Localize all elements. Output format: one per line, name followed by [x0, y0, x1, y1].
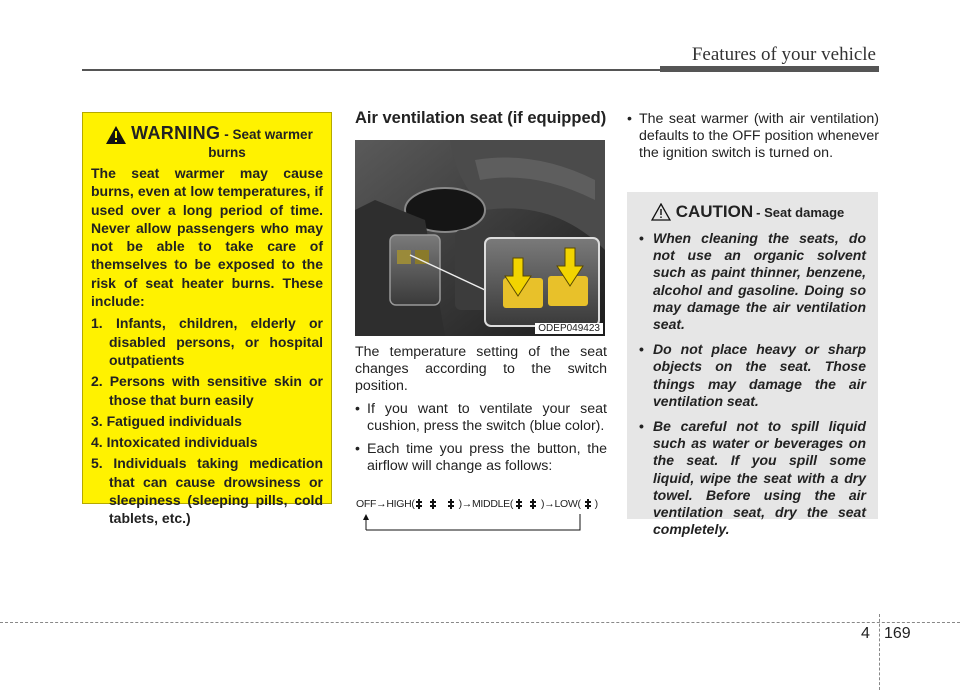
- chapter-number: 4: [861, 625, 870, 642]
- airflow-close: ): [541, 498, 545, 510]
- warning-box: [82, 112, 332, 527]
- warning-subtitle-line2: burns: [208, 145, 246, 160]
- warning-body: The seat warmer may cause burns, even at low temperatures, if used over a long period of time. Never allow passengers who may not be able to take care of themselves to be exposed to the risk of seat heater burns. These include:: [91, 165, 323, 310]
- warning-list-item: 3. Fatigued individuals: [91, 412, 242, 429]
- fan-level-1-icon: [581, 497, 595, 511]
- warning-list-item: 2. Persons with sensitive skin or those that burn easily: [91, 373, 323, 408]
- caution-title: CAUTION: [675, 202, 754, 221]
- airflow-return-arrow-icon: [356, 512, 586, 532]
- caution-list-item: [639, 230, 866, 333]
- airflow-high: HIGH(: [386, 498, 415, 510]
- right-text: [627, 111, 879, 168]
- warning-triangle-icon: [105, 125, 127, 145]
- caution-list: [639, 230, 866, 538]
- header-title: Features of your vehicle: [691, 44, 876, 65]
- bullet-item: [627, 111, 879, 162]
- middle-text: [355, 344, 607, 481]
- bullet-dot: •: [639, 230, 644, 246]
- caution-triangle-icon: [651, 203, 671, 221]
- bullet-dot: •: [639, 341, 644, 358]
- caution-item-text: Be careful not to spill liquid such as water or beverages on the seat. If you spill some liquid, wipe the seat with a dry towel. Before using the air ventilation seat, dry the seat completely.: [653, 418, 866, 538]
- warning-list-item: 5. Individuals taking medication that can cause drowsiness or sleepiness (sleeping pills, cold tablets, etc.): [91, 455, 323, 527]
- page-number: 169: [884, 625, 911, 642]
- airflow-sequence: [356, 497, 616, 537]
- bullet-text: If you want to ventilate your seat cushion, press the switch (blue color).: [367, 401, 607, 434]
- airflow-close: ): [458, 498, 462, 510]
- caution-item-text: When cleaning the seats, do not use an organic solvent such as paint thinner, benzene, alcohol and gasoline. Doing so may damage the air ventilation seat.: [653, 230, 866, 333]
- bullet-text: Each time you press the button, the airflow will change as follows:: [367, 441, 607, 474]
- fan-level-2-icon: [513, 497, 541, 511]
- footer-divider: [0, 622, 960, 623]
- temperature-paragraph: The temperature setting of the seat changes according to the switch position.: [355, 344, 607, 394]
- section-heading: Air ventilation seat (if equipped): [355, 109, 607, 127]
- caution-heading: [639, 202, 856, 222]
- photo-code-label: ODEP049423: [535, 323, 603, 334]
- warning-title: WARNING: [131, 123, 221, 143]
- caution-list-item: [639, 341, 866, 410]
- warning-list: [91, 314, 323, 527]
- airflow-middle: MIDDLE(: [471, 498, 514, 510]
- airflow-arrow: →: [376, 498, 387, 510]
- caution-list-item: [639, 418, 866, 538]
- header-rule-accent: [660, 66, 879, 72]
- airflow-off: OFF: [356, 498, 377, 510]
- airflow-low: LOW(: [554, 498, 581, 510]
- fan-level-3-icon: [415, 497, 459, 511]
- warning-heading: [95, 123, 323, 145]
- seat-console-illustration: [355, 140, 605, 336]
- seat-switch-photo: [355, 140, 605, 336]
- caution-subtitle: - Seat damage: [756, 204, 845, 220]
- airflow-arrow: →: [461, 498, 472, 510]
- caution-item-text: Do not place heavy or sharp objects on the seat. Those things may damage the air ventilation seat.: [653, 341, 866, 409]
- warning-subtitle: - Seat warmer: [224, 127, 313, 142]
- bullet-dot: •: [355, 401, 360, 417]
- bullet-item: [355, 441, 607, 475]
- bullet-item: [355, 401, 607, 435]
- bullet-dot: •: [639, 418, 644, 435]
- warning-list-item: 1. Infants, children, elderly or disabled persons, or hospital outpatients: [91, 315, 323, 368]
- footer-vertical-divider: [879, 614, 880, 690]
- bullet-text: The seat warmer (with air ventilation) defaults to the OFF position whenever the ignition switch is turned on.: [639, 111, 879, 161]
- caution-box: [627, 192, 878, 538]
- bullet-dot: •: [627, 111, 632, 127]
- airflow-close: ): [594, 498, 598, 510]
- airflow-arrow: →: [544, 498, 555, 510]
- warning-list-item: 4. Intoxicated individuals: [91, 434, 258, 451]
- bullet-dot: •: [355, 441, 360, 457]
